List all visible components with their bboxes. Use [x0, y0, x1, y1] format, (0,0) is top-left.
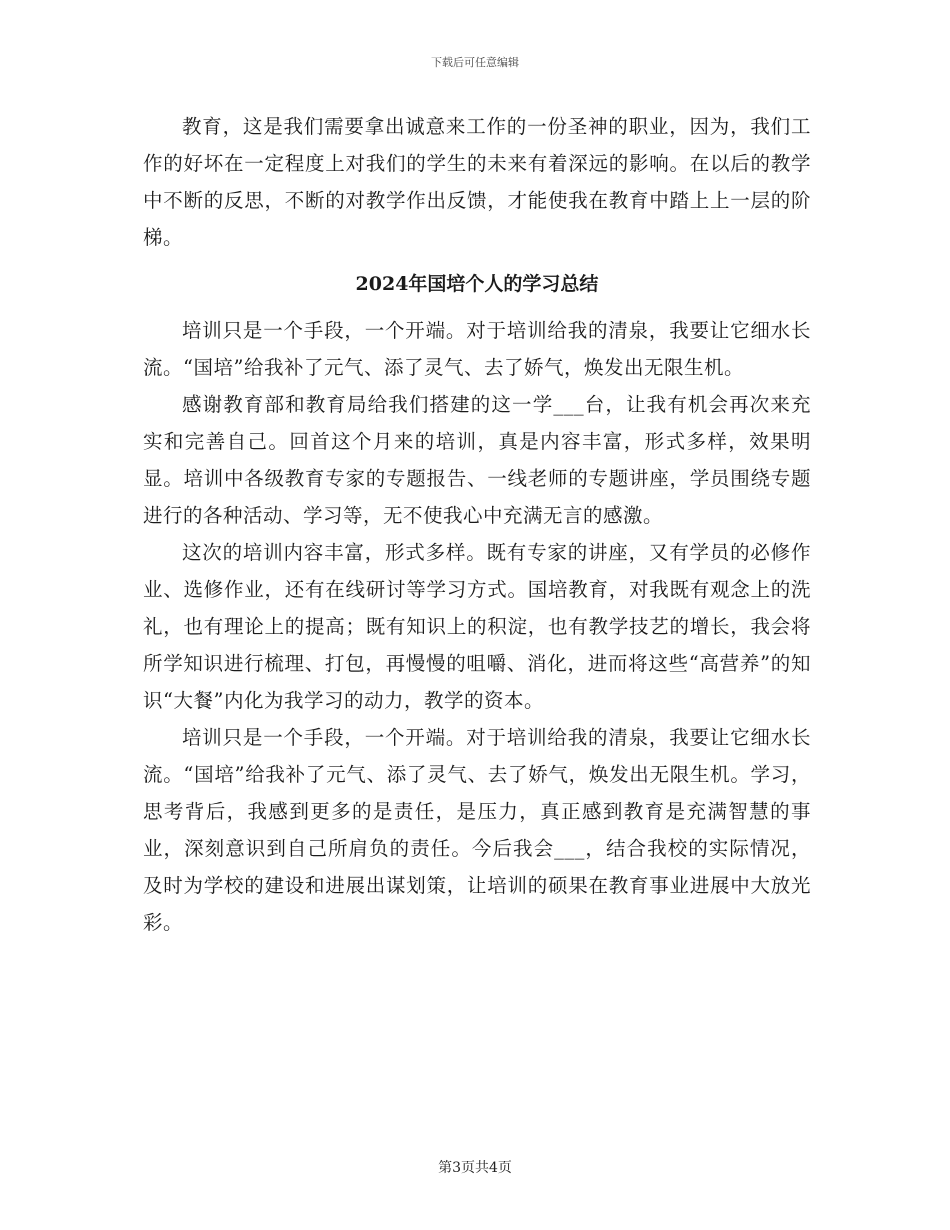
paragraph-4: 培训只是一个手段，一个开端。对于培训给我的清泉，我要让它细水长流。“国培”给我补了元气、添了灵气、去了娇气，焕发出无限生机。学习，思考背后，我感到更多的是责任，是压力，真正感到教育是充满智慧的事业，深刻意识到自己所肩负的责任。今后我会___，结合我校的实际情况，及时为学校的建设和进展出谋划策，让培训的硕果在教育事业进展中大放光彩。 [143, 726, 811, 934]
download-note: 下载后可任意编辑 [431, 56, 519, 69]
page-indicator: 第3页共4页 [438, 1160, 512, 1176]
paragraph-1: 培训只是一个手段，一个开端。对于培训给我的清泉，我要让它细水长流。“国培”给我补了元气、添了灵气、去了娇气，焕发出无限生机。 [143, 319, 811, 379]
document-title: 2024年国培个人的学习总结 [355, 273, 599, 295]
intro-paragraph: 教育，这是我们需要拿出诚意来工作的一份圣神的职业，因为，我们工作的好坏在一定程度上对我们的学生的未来有着深远的影响。在以后的教学中不断的反思，不断的对教学作出反馈，才能使我在教育中踏上上一层的阶梯。 [143, 115, 811, 249]
paragraph-3: 这次的培训内容丰富，形式多样。既有专家的讲座，又有学员的必修作业、选修作业，还有在线研讨等学习方式。国培教育，对我既有观念上的洗礼，也有理论上的提高；既有知识上的积淀，也有教学技艺的增长，我会将所学知识进行梳理、打包，再慢慢的咀嚼、消化，进而将这些“高营养”的知识“大餐”内化为我学习的动力，教学的资本。 [143, 541, 811, 712]
paragraph-2: 感谢教育部和教育局给我们搭建的这一学___台，让我有机会再次来充实和完善自己。回首这个月来的培训，真是内容丰富，形式多样，效果明显。培训中各级教育专家的专题报告、一线老师的专题讲座，学员围绕专题进行的各种活动、学习等，无不使我心中充满无言的感激。 [143, 393, 811, 527]
document-body [143, 108, 811, 941]
